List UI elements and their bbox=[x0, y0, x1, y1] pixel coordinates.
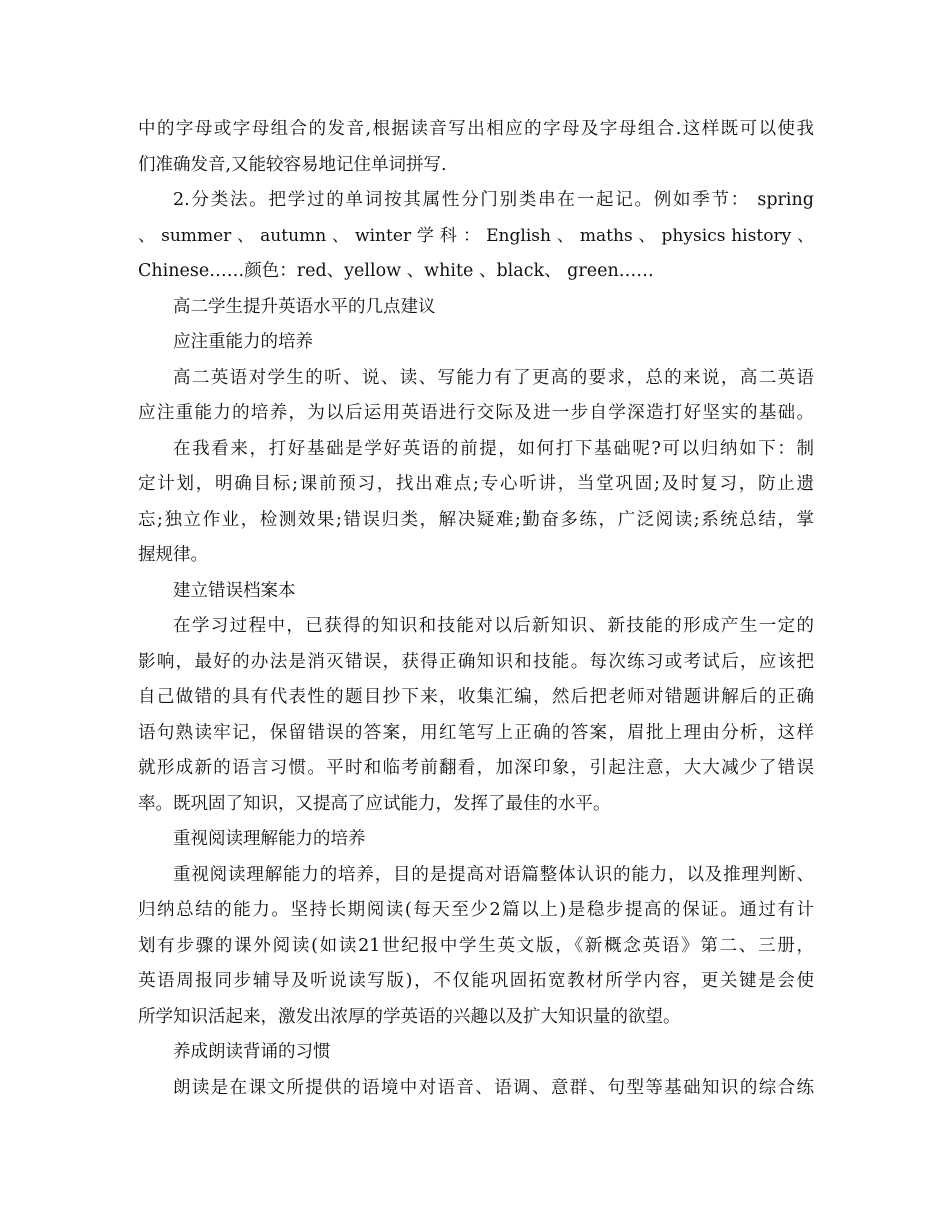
paragraph-line: 握规律。 bbox=[138, 545, 208, 565]
paragraph-line: 在学习过程中，已获得的知识和技能对以后新知识、新技能的形成产生一定的 bbox=[173, 616, 814, 636]
paragraph-line: 2.分类法。把学过的单词按其属性分门别类串在一起记。例如季节： spring bbox=[173, 190, 814, 210]
section-heading: 重视阅读理解能力的培养 bbox=[173, 829, 366, 849]
paragraph-line: 高二英语对学生的听、说、读、写能力有了更高的要求，总的来说，高二英语 bbox=[173, 367, 814, 388]
paragraph-line: 定计划，明确目标;课前预习，找出难点;专心听讲，当堂巩固;及时复习，防止遗 bbox=[138, 474, 814, 494]
paragraph-line: 自己做错的具有代表性的题目抄下来，收集汇编，然后把老师对错题讲解后的正确 bbox=[138, 687, 814, 707]
section-heading: 养成朗读背诵的习惯 bbox=[173, 1042, 331, 1062]
paragraph-line: 重视阅读理解能力的培养，目的是提高对语篇整体认识的能力，以及推理判断、 bbox=[173, 864, 814, 885]
paragraph-line: 语句熟读牢记，保留错误的答案，用红笔写上正确的答案，眉批上理由分析，这样 bbox=[138, 722, 814, 743]
paragraph-line: 中的字母或字母组合的发音,根据读音写出相应的字母及字母组合.这样既可以使我 bbox=[138, 119, 814, 139]
paragraph-line: 影响，最好的办法是消灭错误，获得正确知识和技能。每次练习或考试后，应该把 bbox=[138, 651, 814, 672]
paragraph-line: 在我看来，打好基础是学好英语的前提，如何打下基础呢?可以归纳如下：制 bbox=[173, 438, 814, 459]
paragraph-line: 划有步骤的课外阅读(如读21世纪报中学生英文版，《新概念英语》第二、三册， bbox=[138, 935, 814, 956]
section-heading: 高二学生提升英语水平的几点建议 bbox=[173, 296, 436, 317]
paragraph-line: 、 summer 、 autumn 、 winter 学 科 ： English 、 maths 、 physics history 、 bbox=[138, 225, 814, 246]
section-heading: 应注重能力的培养 bbox=[173, 332, 313, 352]
section-heading: 建立错误档案本 bbox=[173, 580, 296, 601]
paragraph-line: Chinese……颜色：red、yellow 、white 、black、 green…… bbox=[138, 261, 654, 281]
paragraph-line: 归纳总结的能力。坚持长期阅读(每天至少2篇以上)是稳步提高的保证。通过有计 bbox=[138, 900, 814, 920]
document-page bbox=[138, 112, 814, 1106]
paragraph-line: 率。既巩固了知识，又提高了应试能力，发挥了最佳的水平。 bbox=[138, 793, 611, 814]
paragraph-line: 就形成新的语言习惯。平时和临考前翻看，加深印象，引起注意，大大减少了错误 bbox=[138, 758, 814, 778]
paragraph-line: 们准确发音,又能较容易地记住单词拼写. bbox=[138, 154, 447, 175]
paragraph-line: 英语周报同步辅导及听说读写版)，不仅能巩固拓宽教材所学内容，更关键是会使 bbox=[138, 971, 814, 991]
paragraph-line: 应注重能力的培养，为以后运用英语进行交际及进一步自学深造打好坚实的基础。 bbox=[138, 403, 814, 423]
paragraph-line: 忘;独立作业，检测效果;错误归类，解决疑难;勤奋多练，广泛阅读;系统总结，掌 bbox=[138, 509, 814, 530]
paragraph-line: 朗读是在课文所提供的语境中对语音、语调、意群、句型等基础知识的综合练 bbox=[173, 1077, 814, 1098]
paragraph-line: 所学知识活起来，激发出浓厚的学英语的兴趣以及扩大知识量的欲望。 bbox=[138, 1006, 681, 1027]
